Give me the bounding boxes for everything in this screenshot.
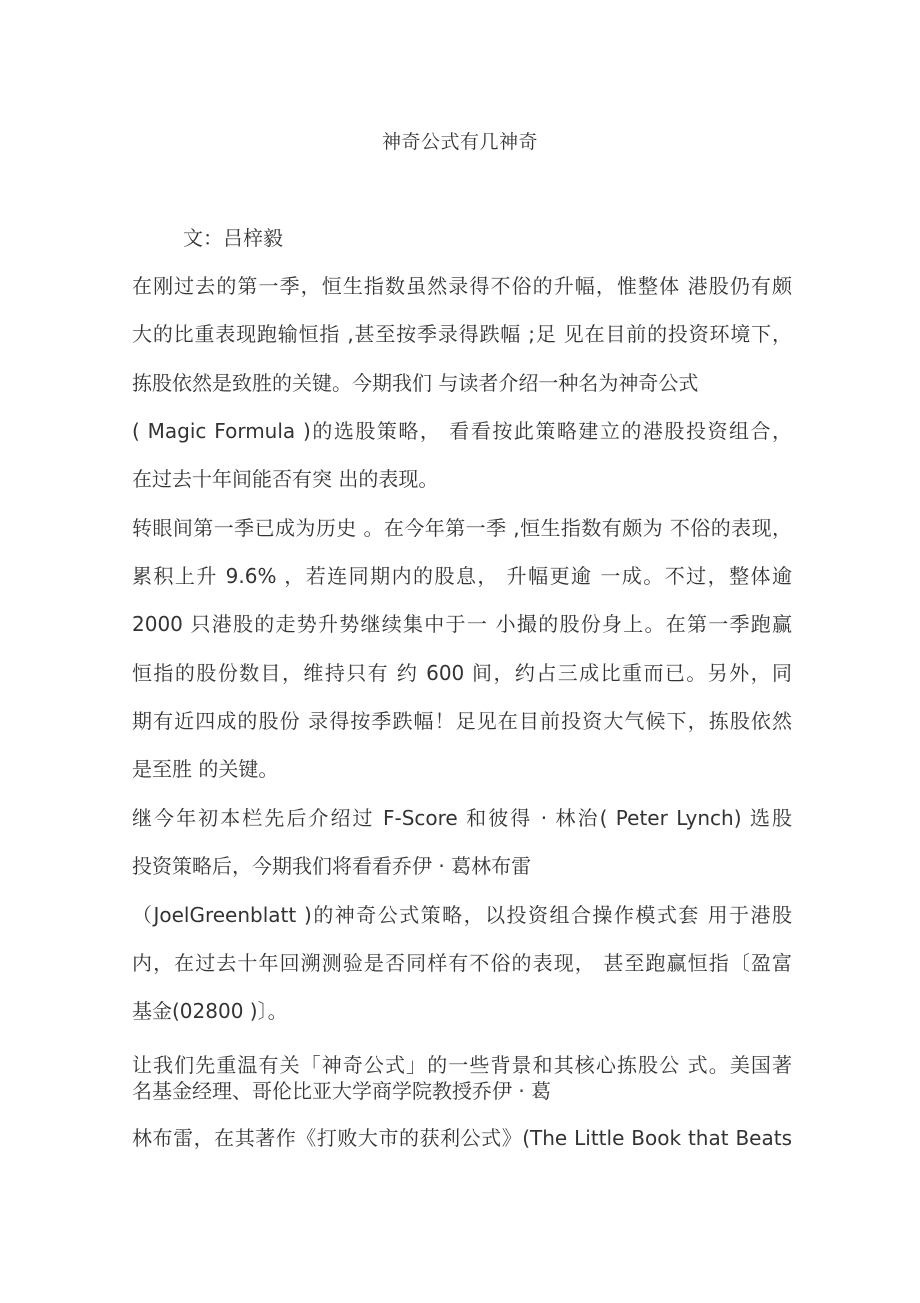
- body-text-line: 恒指的股份数目，维持只有 约 600 间，约占三成比重而已。另外，同: [132, 661, 792, 685]
- document-title: 神奇公式有几神奇: [381, 131, 538, 153]
- body-text-line: ( Magic Formula )的选股策略， 看看按此策略建立的港股投资组合，: [132, 419, 792, 443]
- body-text-line: 林布雷，在其著作《打败大市的获利公式》(The Little Book that Beats: [132, 1126, 792, 1150]
- body-text-line: 名基金经理、哥伦比亚大学商学院教授乔伊 · 葛: [132, 1079, 552, 1103]
- body-text-line: 继今年初本栏先后介绍过 F-Score 和彼得 · 林治( Peter Lynch) 选股: [132, 806, 792, 830]
- body-text-line: 累积上升 9.6% ，若连同期内的股息， 升幅更逾 一成。不过，整体逾: [132, 564, 792, 588]
- body-text-line: 拣股依然是致胜的关键。今期我们 与读者介绍一种名为神奇公式: [132, 371, 699, 395]
- body-text-line: 大的比重表现跑输恒指 ,甚至按季录得跌幅 ;足 见在目前的投资环境下，: [132, 322, 792, 346]
- body-text-line: 转眼间第一季已成为历史 。在今年第一季 ,恒生指数有颇为 不俗的表现，: [132, 516, 792, 540]
- body-text-line: （JoelGreenblatt )的神奇公式策略，以投资组合操作模式套 用于港股: [132, 903, 792, 927]
- body-text-line: 在过去十年间能否有突 出的表现。: [132, 467, 439, 491]
- body-text-line: 在刚过去的第一季，恒生指数虽然录得不俗的升幅，惟整体 港股仍有颇: [132, 274, 792, 298]
- body-text-line: 是至胜 的关键。: [132, 757, 279, 781]
- body-text-line: 让我们先重温有关「神奇公式」的一些背景和其核心拣股公 式。美国著: [132, 1053, 792, 1077]
- body-text-line: 内，在过去十年回溯测验是否同样有不俗的表现， 甚至跑赢恒指〔盈富: [132, 951, 792, 975]
- body-text-line: 投资策略后，今期我们将看看乔伊 · 葛林布雷: [132, 854, 532, 878]
- body-text-line: 基金(02800 )〕。: [132, 999, 288, 1023]
- body-text-line: 2000 只港股的走势升势继续集中于一 小撮的股份身上。在第一季跑赢: [132, 612, 792, 636]
- body-text-line: 期有近四成的股份 录得按季跌幅！足见在目前投资大气候下，拣股依然: [132, 709, 792, 733]
- author-byline: 文：吕梓毅: [183, 226, 283, 250]
